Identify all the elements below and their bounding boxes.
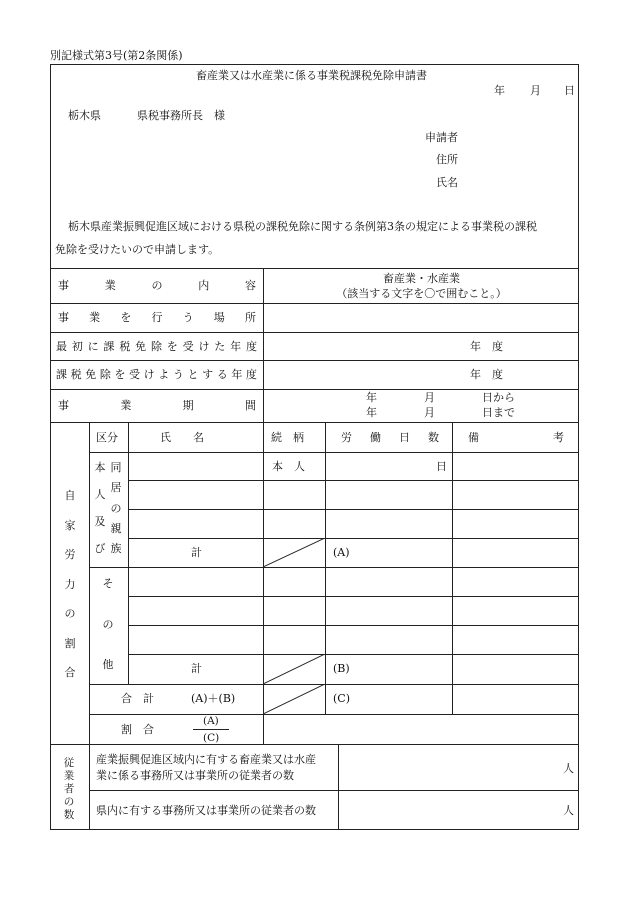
applicant-label: 申請者	[425, 131, 458, 144]
period-label: 事 業 期 間	[58, 399, 256, 412]
applicant-name-label: 氏名	[436, 176, 458, 189]
day-unit: 日	[436, 460, 447, 473]
mark-b: (B)	[333, 662, 350, 675]
header-relation: 続 柄	[271, 431, 304, 444]
header-days: 労 働 日 数	[341, 431, 439, 444]
employees-section-label: 従 業 者 の 数	[63, 757, 75, 821]
business-content-type: 畜産業・水産業	[383, 272, 460, 285]
ratio-numerator: (A)	[203, 715, 219, 727]
business-content-note: （該当する文字を〇で囲むこと。）	[336, 286, 507, 300]
header-remarks: 備 考	[468, 431, 564, 444]
self-relation: 本 人	[272, 460, 305, 473]
date-day: 日	[564, 84, 575, 97]
first-exempt-label: 最 初 に 課 税 免 除 を 受 け た 年 度	[56, 340, 257, 353]
rule	[50, 389, 579, 390]
rule	[128, 509, 579, 510]
rule	[338, 744, 339, 830]
other-subtotal-label: 計	[191, 662, 202, 675]
employees-row1-line2: 業に係る事務所又は事業所の従業者の数	[96, 769, 294, 782]
rule	[50, 360, 579, 361]
rule	[128, 596, 579, 597]
statement-line-1: 栃木県産業振興促進区域における県税の課税免除に関する条例第3条の規定による事業税の課税	[68, 220, 537, 233]
family-group-label-b: 同 居 の 親 族	[110, 461, 122, 555]
header-name: 氏 名	[160, 431, 204, 444]
ratio-denominator: (C)	[203, 732, 220, 744]
ratio-label: 割 合	[121, 723, 154, 736]
family-subtotal-label: 計	[191, 546, 202, 559]
rule	[89, 684, 579, 685]
diagonal-strike	[263, 684, 325, 714]
business-content-label: 事 業 の 内 容	[58, 279, 256, 292]
date-month: 月	[530, 84, 541, 97]
target-exempt-label: 課 税 免 除 を 受 け よ う と す る 年 度	[56, 368, 257, 381]
rule	[50, 332, 579, 333]
location-label: 事 業 を 行 う 場 所	[58, 311, 256, 324]
other-group-label: そ の 他	[102, 577, 114, 671]
rule	[89, 790, 579, 791]
rule	[89, 567, 579, 568]
family-group-label-a: 本 人 及 び	[94, 461, 106, 555]
addressee-prefecture: 栃木県	[68, 109, 101, 122]
period-to-day: 日まで	[482, 406, 515, 419]
form-title: 畜産業又は水産業に係る事業税課税免除申請書	[196, 69, 427, 82]
fraction-bar	[193, 729, 229, 730]
rule	[50, 422, 579, 423]
labor-section-label: 自 家 労 力 の 割 合	[64, 489, 76, 679]
form-frame	[50, 64, 579, 830]
employees-row2-unit: 人	[563, 804, 574, 817]
total-label: 合 計	[121, 692, 154, 705]
target-exempt-unit: 年 度	[470, 368, 503, 381]
mark-a: (A)	[333, 546, 350, 559]
rule	[89, 452, 579, 453]
rule	[89, 714, 579, 715]
diagonal-strike	[263, 538, 325, 567]
first-exempt-unit: 年 度	[470, 340, 503, 353]
period-from-year: 年	[366, 391, 377, 404]
rule	[128, 480, 579, 481]
form-number: 別記様式第3号(第2条関係)	[50, 49, 183, 62]
rule	[50, 303, 579, 304]
rule	[50, 268, 579, 269]
employees-row2-label: 県内に有する事務所又は事業所の従業者の数	[96, 804, 316, 817]
rule	[89, 422, 90, 744]
rule	[89, 744, 90, 830]
period-from-day: 日から	[482, 391, 515, 404]
statement-line-2: 免除を受けたいので申請します。	[55, 243, 220, 256]
rule	[128, 654, 579, 655]
rule	[50, 744, 579, 745]
employees-row1-unit: 人	[563, 762, 574, 775]
rule	[128, 422, 129, 684]
period-from-month: 月	[424, 391, 435, 404]
applicant-address-label: 住所	[436, 153, 458, 166]
date-year: 年	[494, 84, 505, 97]
mark-c: (C)	[333, 692, 350, 705]
employees-row1-line1: 産業振興促進区域内に有する畜産業又は水産	[96, 753, 316, 766]
header-category: 区分	[96, 431, 118, 444]
period-to-month: 月	[424, 406, 435, 419]
total-formula: (A)＋(B)	[191, 692, 236, 705]
addressee-office: 県税事務所長 様	[137, 109, 225, 122]
rule	[128, 538, 579, 539]
rule	[325, 422, 326, 714]
diagonal-strike	[263, 654, 325, 684]
rule	[128, 625, 579, 626]
business-content-value	[264, 272, 579, 302]
rule	[452, 422, 453, 714]
period-to-year: 年	[366, 406, 377, 419]
